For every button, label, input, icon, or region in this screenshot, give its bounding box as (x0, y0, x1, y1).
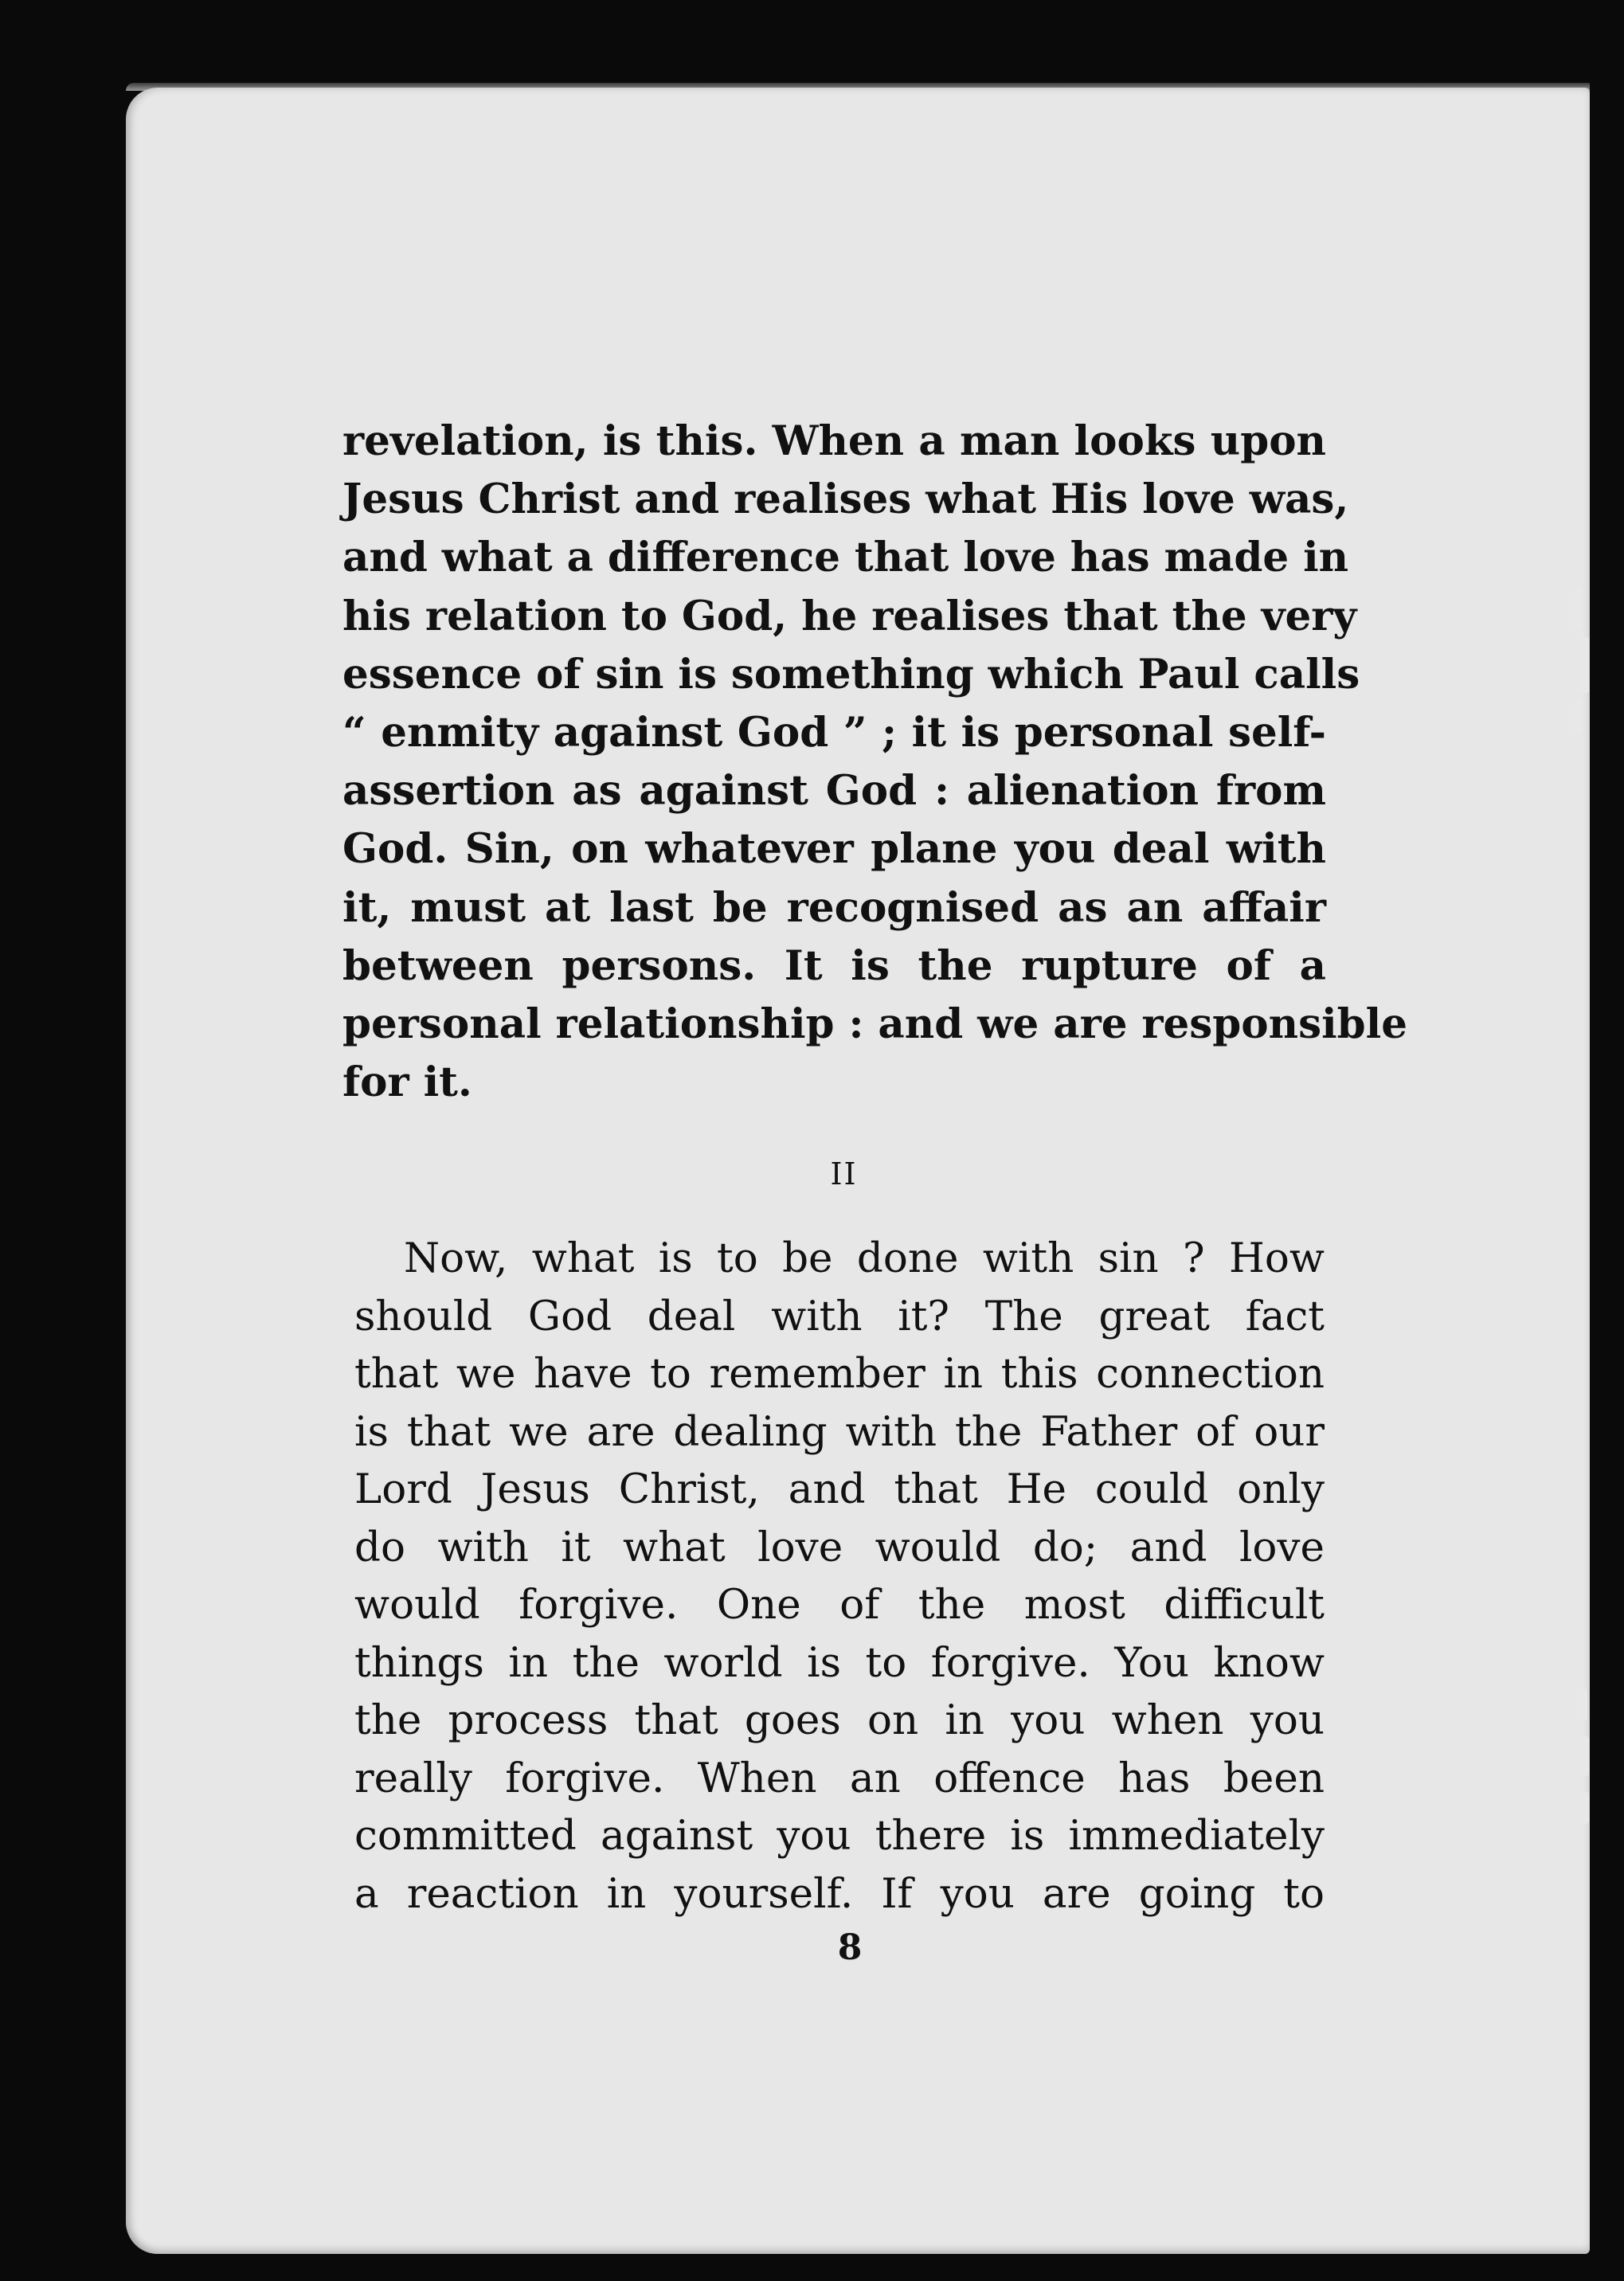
right-edge-marks (1573, 573, 1605, 1888)
text-line: the process that goes on in you when you (354, 1696, 1325, 1744)
text-line: Lord Jesus Christ, and that He could only (354, 1465, 1325, 1513)
text-line: between persons. It is the rupture of a (342, 941, 1326, 990)
text-line: a reaction in yourself. If you are going to (354, 1869, 1325, 1918)
text-line: personal relationship : and we are responsible (342, 1000, 1407, 1049)
text-line: assertion as against God : alienation from (342, 767, 1326, 816)
section-number: II (830, 1156, 858, 1191)
text-line: Now, what is to be done with sin ? How (404, 1234, 1325, 1282)
text-line: would forgive. One of the most difficult (354, 1581, 1325, 1629)
text-line: his relation to God, he realises that the very (342, 592, 1357, 640)
text-line: for it. (342, 1058, 472, 1107)
text-line: committed against you there is immediately (354, 1812, 1325, 1860)
page-number: 8 (837, 1927, 863, 1968)
text-line: revelation, is this. When a man looks upon (342, 417, 1326, 465)
text-line: really forgive. When an offence has been (354, 1754, 1325, 1802)
text-line: it, must at last be recognised as an affair (342, 883, 1326, 932)
text-line: essence of sin is something which Paul calls (342, 650, 1360, 698)
paragraph-2 (354, 1230, 1325, 1923)
text-line: Jesus Christ and realises what His love was, (342, 475, 1349, 524)
text-line: things in the world is to forgive. You know (354, 1638, 1325, 1687)
paragraph-1 (342, 413, 1407, 1112)
text-line: “ enmity against God ” ; it is personal self- (342, 709, 1326, 757)
text-line: do with it what love would do; and love (354, 1523, 1325, 1571)
text-line: is that we are dealing with the Father of our (354, 1407, 1325, 1456)
text-line: and what a difference that love has made in (342, 534, 1349, 582)
text-line: that we have to remember in this connection (354, 1350, 1325, 1398)
text-line: God. Sin, on whatever plane you deal with (342, 825, 1326, 874)
text-line: should God deal with it? The great fact (354, 1292, 1325, 1340)
